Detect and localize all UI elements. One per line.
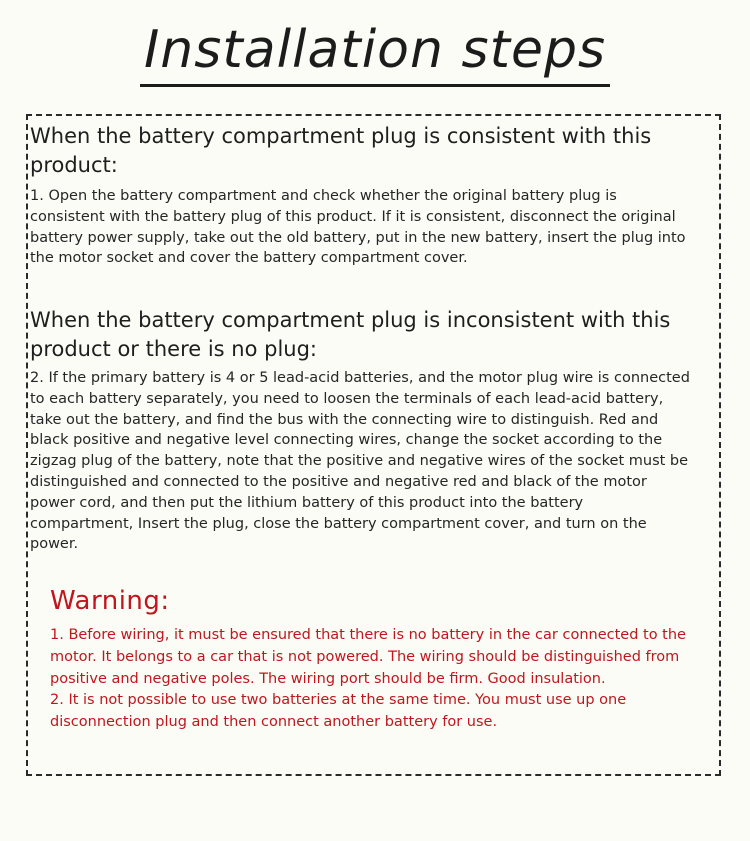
- warning-title: Warning:: [50, 586, 170, 616]
- section-consistent-plug: [30, 122, 690, 269]
- section-inconsistent-plug: [30, 306, 690, 555]
- warning-section: [50, 585, 710, 734]
- section-heading: When the battery compartment plug is inconsistent with this product or there is no plug:: [30, 308, 671, 361]
- section-heading: When the battery compartment plug is consistent with this product:: [30, 124, 652, 177]
- title-wrap: [0, 18, 750, 87]
- section-body: 1. Open the battery compartment and check whether the original battery plug is consistent with the battery plug of this product. If it is consistent, disconnect the original battery power supply, take out the old battery, put in the new battery, insert the plug into the motor socket and cover the battery compartment cover.: [30, 188, 686, 267]
- warning-item: 2. It is not possible to use two batteries at the same time. You must use up one disconnection plug and then connect another battery for use.: [50, 692, 627, 731]
- section-body: 2. If the primary battery is 4 or 5 lead-acid batteries, and the motor plug wire is connected to each battery separately, you need to loosen the terminals of each lead-acid battery, take out the battery, and find the bus with the connecting wire to distinguish. Red and black positive and negative level connecting wires, change the socket according to the zigzag plug of the battery, note that the positive and negative wires of the socket must be distinguished and connected to the positive and negative red and black of the motor power cord, and then put the lithium battery of this product into the battery compartment, Insert the plug, close the battery compartment cover, and turn on the power.: [30, 370, 690, 553]
- page-title: Installation steps: [140, 18, 610, 87]
- warning-item: 1. Before wiring, it must be ensured that there is no battery in the car connected to the motor. It belongs to a car that is not powered. The wiring should be distinguished from positive and negative poles. The wiring port should be firm. Good insulation.: [50, 627, 686, 687]
